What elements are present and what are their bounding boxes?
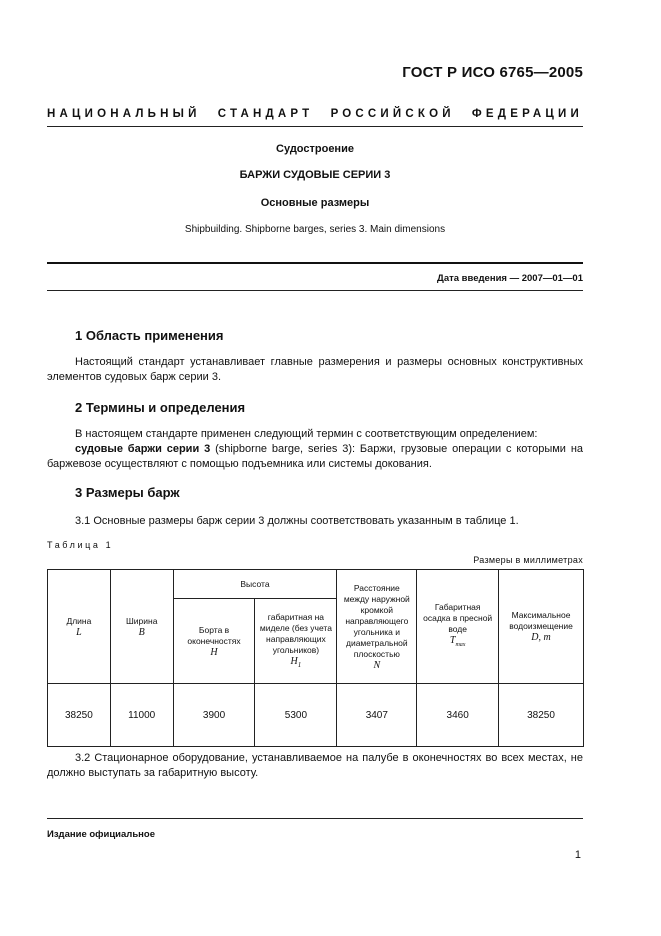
section2-intro: В настоящем стандарте применен следующий термин с соответствующим определением: bbox=[75, 428, 538, 440]
header-side-height: Борта в оконечностях H bbox=[173, 599, 255, 684]
section1-text: Настоящий стандарт устанавливает главные размерения и размеры основных конструктивных элементов судовых барж серии 3. bbox=[47, 356, 583, 383]
section1-heading: 1 Область применения bbox=[75, 328, 224, 343]
value-displacement: 38250 bbox=[499, 684, 584, 747]
section2-text bbox=[47, 427, 583, 472]
value-distance: 3407 bbox=[337, 684, 417, 747]
term-definition: : Баржи, грузовые операции с которыми на баржевозе осуществляют с помощью подъемника или системы докования. bbox=[47, 443, 584, 470]
header-distance: Расстояние между наружной кромкой направляющего угольника и диаметральной плоскостью N bbox=[337, 570, 417, 684]
edition-note: Издание официальное bbox=[47, 829, 155, 840]
header-draft: Габаритная осадка в пресной воде $T_{max}$ bbox=[417, 570, 499, 684]
paragraph-3-1: 3.1 Основные размеры барж серии 3 должны соответствовать указанным в таблице 1. bbox=[75, 515, 519, 527]
title-sub: Основные размеры bbox=[260, 197, 370, 209]
title-rule bbox=[47, 262, 583, 264]
header-length: Длина L bbox=[48, 570, 111, 684]
value-overall-height: 5300 bbox=[255, 684, 337, 747]
section3-heading: 3 Размеры барж bbox=[75, 485, 180, 500]
banner-word: РОССИЙСКОЙ bbox=[330, 108, 455, 120]
value-length: 38250 bbox=[48, 684, 111, 747]
paragraph-3-2: 3.2 Стационарное оборудование, устанавливаемое на палубе в оконечностях во всех местах, не должно выступать за габаритную высоту. bbox=[47, 752, 583, 779]
national-standard-banner bbox=[47, 108, 583, 120]
table-label: Таблица 1 bbox=[47, 540, 114, 550]
banner-word: СТАНДАРТ bbox=[217, 108, 314, 120]
header-overall-height: габаритная на миделе (без учета направляющих угольников) $H_1$ bbox=[255, 599, 337, 684]
dimensions-table bbox=[47, 569, 584, 747]
header-rule bbox=[47, 126, 583, 127]
value-draft: 3460 bbox=[417, 684, 499, 747]
title-english: Shipbuilding. Shipborne barges, series 3. Main dimensions bbox=[184, 224, 446, 235]
header-height: Высота bbox=[173, 570, 337, 599]
banner-word: НАЦИОНАЛЬНЫЙ bbox=[47, 108, 201, 120]
doc-number: ГОСТ Р ИСО 6765—2005 bbox=[402, 64, 583, 81]
value-width: 11000 bbox=[110, 684, 173, 747]
intro-date: Дата введения — 2007—01—01 bbox=[437, 273, 583, 284]
banner-word: ФЕДЕРАЦИИ bbox=[471, 108, 583, 120]
header-width: Ширина B bbox=[110, 570, 173, 684]
term: судовые баржи серии 3 bbox=[75, 443, 211, 455]
value-side-height: 3900 bbox=[173, 684, 255, 747]
date-rule bbox=[47, 290, 583, 291]
page-number: 1 bbox=[574, 849, 581, 861]
header-displacement: Максимальное водоизмещение D, т bbox=[499, 570, 584, 684]
footer-rule bbox=[47, 818, 583, 819]
section2-heading: 2 Термины и определения bbox=[75, 400, 246, 415]
table-units: Размеры в миллиметрах bbox=[473, 555, 583, 565]
title-field: Судостроение bbox=[276, 143, 354, 155]
term-english: (shipborne barge, series 3) bbox=[210, 443, 352, 455]
title-main: БАРЖИ СУДОВЫЕ СЕРИИ 3 bbox=[239, 169, 391, 181]
